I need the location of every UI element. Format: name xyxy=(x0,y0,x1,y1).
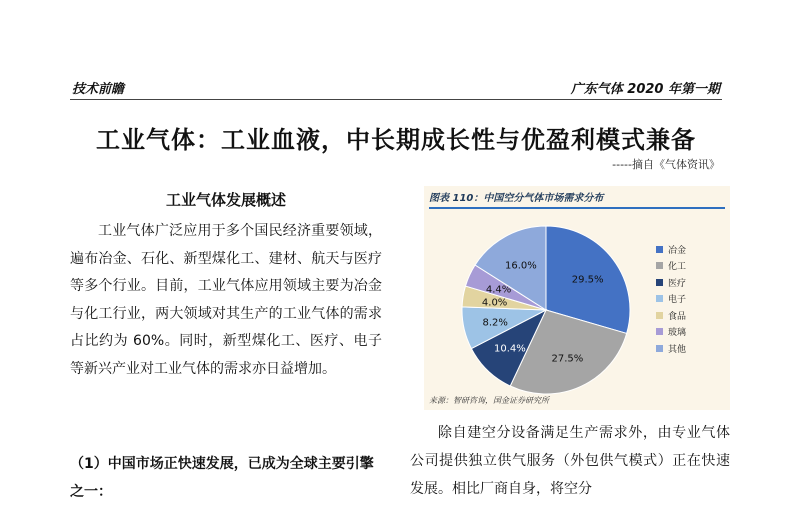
pie-label-5: 4.4% xyxy=(485,284,512,296)
legend-item xyxy=(656,241,686,258)
pie-label-3: 8.2% xyxy=(482,317,508,329)
legend-swatch xyxy=(656,312,663,319)
legend-swatch xyxy=(656,345,663,352)
legend-item xyxy=(656,324,686,341)
header-divider xyxy=(70,99,722,100)
left-body xyxy=(70,218,382,383)
legend-label: 电子 xyxy=(668,295,687,306)
legend-swatch xyxy=(656,262,663,269)
legend-item xyxy=(656,274,686,291)
legend-item xyxy=(656,291,686,308)
pie-label-0: 29.5% xyxy=(571,274,604,286)
paragraph-1: 工业气体广泛应用于多个国民经济重要领域，遍布冶金、石化、新型煤化工、建材、航天与医疗等多个行业。目前，工业气体应用领域主要为冶金与化工行业，两大领域对其生产的工业气体的需求占比约为 60%。同时，新型煤化工、医疗、电子等新兴产业对工业气体的需求亦日益增加。 xyxy=(70,223,382,377)
chart-title: 图表 110：中国空分气体市场需求分布 xyxy=(429,193,604,204)
source-note: -----摘自《气体资讯》 xyxy=(612,158,720,171)
legend-item xyxy=(656,307,686,324)
legend-item xyxy=(656,258,686,275)
pie-label-6: 16.0% xyxy=(505,260,537,272)
pie-label-2: 10.4% xyxy=(493,343,526,355)
legend-label: 其他 xyxy=(668,344,687,355)
legend-swatch xyxy=(656,295,663,302)
legend-swatch xyxy=(656,246,663,253)
legend-label: 化工 xyxy=(668,262,687,273)
legend-swatch xyxy=(656,279,663,286)
pie-label-1: 27.5% xyxy=(551,353,584,365)
legend-label: 玻璃 xyxy=(668,328,687,339)
section-title: 工业气体发展概述 xyxy=(165,191,286,209)
chart-title-rule xyxy=(429,207,725,209)
chart-figure xyxy=(424,186,730,410)
legend-label: 冶金 xyxy=(668,245,687,256)
right-body xyxy=(410,419,730,503)
chart-source: 来源：智研咨询，国金证券研究所 xyxy=(429,396,549,405)
legend-item xyxy=(656,340,686,357)
chart-legend xyxy=(656,241,686,357)
article-title: 工业气体：工业血液，中长期成长性与优盈利模式兼备 xyxy=(96,126,696,154)
header-right-issue: 广东气体 2020 年第一期 xyxy=(570,82,720,97)
legend-label: 医疗 xyxy=(668,278,687,289)
right-paragraph: 除自建空分设备满足生产需求外，由专业气体公司提供独立供气服务（外包供气模式）正在快速发展。相比厂商自身，将空分 xyxy=(410,425,730,497)
header-left-label: 技术前瞻 xyxy=(72,82,125,97)
pie-label-4: 4.0% xyxy=(481,297,508,309)
legend-swatch xyxy=(656,328,663,335)
subheading-1: （1）中国市场正快速发展，已成为全球主要引擎之一： xyxy=(70,456,374,500)
legend-label: 食品 xyxy=(668,311,687,322)
